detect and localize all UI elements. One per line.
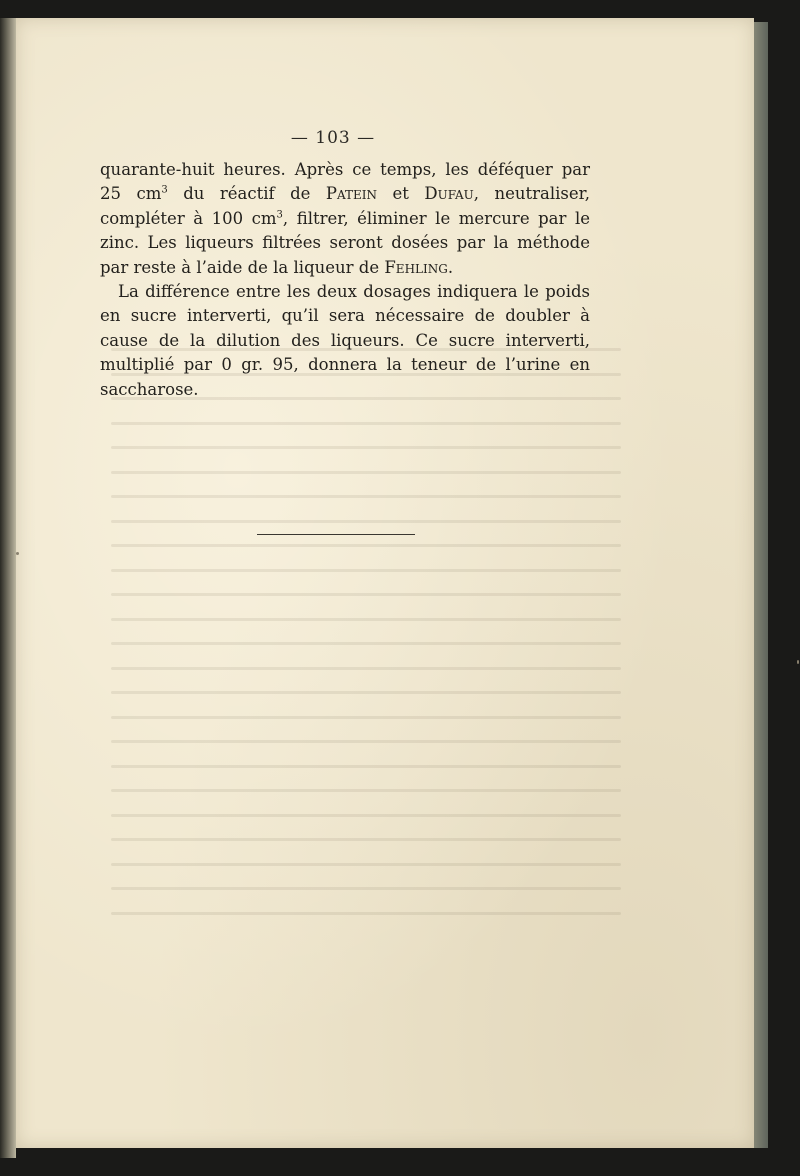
author-name-dufau: Dufau bbox=[424, 184, 474, 204]
page-body-text bbox=[100, 158, 590, 402]
author-name-fehling: Fehling bbox=[384, 257, 448, 277]
page-number: — 103 — bbox=[290, 128, 376, 148]
paper-speck bbox=[16, 552, 19, 555]
superscript: 3 bbox=[161, 184, 168, 196]
scan-left-edge bbox=[0, 18, 16, 1158]
text-run: du réactif de bbox=[167, 184, 326, 204]
section-divider-rule bbox=[257, 534, 415, 535]
text-run: . bbox=[447, 257, 454, 277]
superscript: 3 bbox=[276, 209, 283, 221]
text-run: et bbox=[377, 184, 425, 204]
text-run: , neutraliser, compléter à 100 cm bbox=[100, 184, 590, 228]
text-run: , filtrer, éliminer le mercure par le zinc. Les liqueurs filtrées seront dosées par la méthode par reste à l’aide de la liqueur de bbox=[100, 208, 590, 277]
text-run: quarante-huit heures. Après ce temps, les déféquer par 25 cm bbox=[100, 160, 590, 204]
author-name-patein: Patein bbox=[325, 184, 378, 204]
paper-speck bbox=[797, 660, 799, 664]
show-through-text bbox=[111, 348, 621, 968]
paragraph-2: La différence entre les deux dosages indiquera le poids en sucre interverti, qu’il sera nécessaire de doubler à cause de la dilution des liqueurs. Ce sucre interverti, multiplié par 0 gr. 95, donnera la teneur de l’urine en saccharose. bbox=[100, 282, 590, 399]
paragraph-1 bbox=[100, 158, 590, 280]
